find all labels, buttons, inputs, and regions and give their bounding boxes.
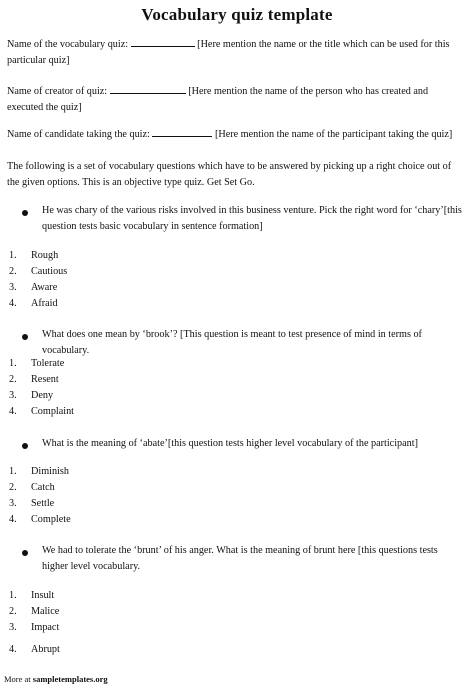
- blank-line: [110, 84, 186, 94]
- option-label: Settle: [31, 498, 55, 509]
- question-text: He was chary of the various risks involved in this business venture. Pick the right word for ‘chary’[this question tests basic vocabulary in sentence formation]: [42, 205, 462, 232]
- option-label: Diminish: [31, 466, 69, 477]
- question-text: What does one mean by ‘brook’? [This question is meant to test presence of mind in terms of vocabulary.: [42, 329, 422, 356]
- option-label: Tolerate: [31, 358, 65, 369]
- field-creator-name: [7, 84, 465, 116]
- option-label: Rough: [31, 250, 59, 261]
- option-number: 1.: [9, 466, 17, 477]
- option-label: Abrupt: [31, 644, 60, 655]
- bullet-icon: [22, 550, 28, 556]
- option-label: Complaint: [31, 406, 75, 417]
- field-label: Name of the vocabulary quiz:: [7, 39, 129, 50]
- option-number: 3.: [9, 498, 17, 509]
- bullet-icon: [22, 210, 28, 216]
- bullet-icon: [22, 334, 28, 340]
- option-label: Aware: [31, 282, 58, 293]
- field-note: [Here mention the name of the participant taking the quiz]: [214, 129, 453, 140]
- footer-credit: [4, 674, 108, 684]
- field-quiz-name: [7, 37, 465, 69]
- blank-line: [152, 127, 212, 137]
- field-note: [Here mention the name of the person who has created and executed the quiz]: [7, 86, 429, 113]
- option-number: 2.: [9, 266, 17, 277]
- option-label: Cautious: [31, 266, 68, 277]
- page-title: Vocabulary quiz template: [141, 5, 333, 24]
- option-label: Malice: [31, 606, 60, 617]
- field-label: Name of creator of quiz:: [7, 86, 108, 97]
- option-label: Resent: [31, 374, 59, 385]
- option-number: 1.: [9, 358, 17, 369]
- footer-site-link[interactable]: sampletemplates.org: [32, 674, 108, 684]
- option-number: 4.: [9, 406, 17, 417]
- option-number: 2.: [9, 482, 17, 493]
- intro-paragraph: The following is a set of vocabulary questions which have to be answered by picking up a right choice out of the given options. This is an objective type quiz. Get Set Go.: [7, 161, 452, 188]
- option-number: 1.: [9, 590, 17, 601]
- option-label: Afraid: [31, 298, 58, 309]
- option-label: Catch: [31, 482, 55, 493]
- option-label: Impact: [31, 622, 60, 633]
- option-number: 3.: [9, 390, 17, 401]
- option-label: Insult: [31, 590, 55, 601]
- option-number: 2.: [9, 606, 17, 617]
- question-text: We had to tolerate the ‘brunt’ of his anger. What is the meaning of brunt here [this questions tests higher level vocabulary.: [42, 545, 438, 572]
- option-number: 4.: [9, 644, 17, 655]
- option-number: 4.: [9, 514, 17, 525]
- blank-line: [131, 37, 195, 47]
- field-note: [Here mention the name or the title which can be used for this particular quiz]: [7, 39, 450, 66]
- field-label: Name of candidate taking the quiz:: [7, 129, 150, 140]
- option-number: 3.: [9, 622, 17, 633]
- option-label: Complete: [31, 514, 71, 525]
- option-number: 2.: [9, 374, 17, 385]
- option-label: Deny: [31, 390, 54, 401]
- field-candidate-name: [7, 127, 465, 143]
- option-number: 4.: [9, 298, 17, 309]
- bullet-icon: [22, 443, 28, 449]
- option-number: 1.: [9, 250, 17, 261]
- footer-prefix: More at: [4, 674, 31, 684]
- question-text: What is the meaning of ‘abate’[this question tests higher level vocabulary of the participant]: [42, 438, 418, 449]
- option-number: 3.: [9, 282, 17, 293]
